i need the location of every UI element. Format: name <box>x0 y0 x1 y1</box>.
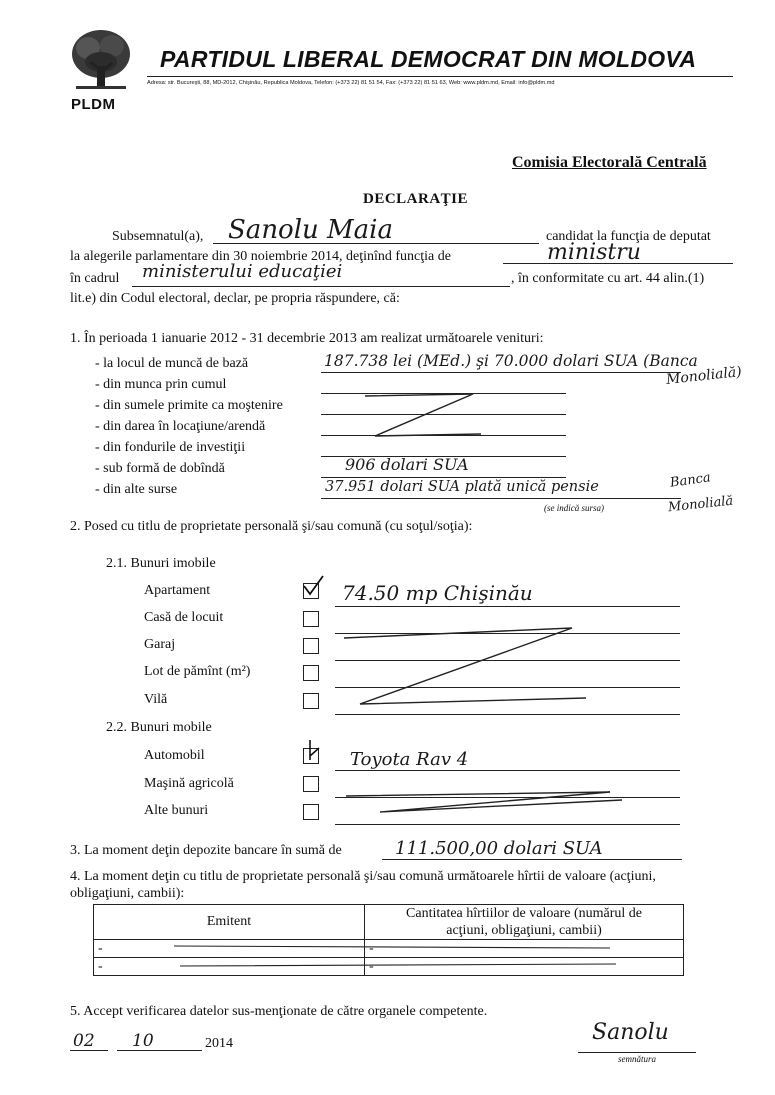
income-label: - din munca prin cumul <box>95 377 227 392</box>
immovable-heading: 2.1. Bunuri imobile <box>106 556 216 571</box>
strike-out-mark <box>340 780 630 820</box>
income-label: - din alte surse <box>95 482 178 497</box>
property-label: Lot de pămînt (m²) <box>144 664 251 679</box>
intro-line3b: , în conformitate cu art. 44 alin.(1) <box>511 271 705 286</box>
income-interest: 906 dolari SUA <box>345 455 469 474</box>
property-label: Apartament <box>144 583 211 598</box>
strike-out-mark <box>170 942 620 972</box>
signature: Sanolu <box>592 1020 669 1045</box>
intro-line2a: la alegerile parlamentare din 30 noiembrie 2014, deţinînd funcţia de <box>70 249 451 264</box>
checkmark-icon <box>301 574 325 598</box>
intro-line4: lit.e) din Codul electoral, declar, pe propria răspundere, că: <box>70 291 400 306</box>
income-label: - din fondurile de investiţii <box>95 440 246 455</box>
income-other-bank: Banca <box>669 470 712 491</box>
table-cell: - <box>365 940 684 958</box>
page-title: DECLARAŢIE <box>363 191 469 207</box>
section1-heading: 1. În perioada 1 ianuarie 2012 - 31 decembrie 2013 am realizat următoarele venituri: <box>70 331 544 346</box>
col-quantity-line1: Cantitatea hîrtiilor de valoare (numărul de <box>406 906 642 921</box>
property-label: Garaj <box>144 637 176 652</box>
section4-text-2: obligaţiuni, cambii): <box>70 886 185 901</box>
logo-text: PLDM <box>71 96 116 113</box>
property-label: Vilă <box>144 692 168 707</box>
org-address: Adresa: str. Bucureşti, 88, MD-2012, Chişinău, Republica Moldova, Telefon: (+373 22) 81 51 54, Fax: (+373 22) 81 51 63, Web: www.pldm.md, Email: info@pldm.md <box>147 80 555 86</box>
org-name: PARTIDUL LIBERAL DEMOCRAT DIN MOLDOVA <box>160 46 697 72</box>
source-note: (se indică sursa) <box>544 503 604 513</box>
section2-heading: 2. Posed cu titlu de proprietate personală şi/sau comună (cu soţul/soţia): <box>70 519 473 534</box>
section3-text: 3. La moment deţin depozite bancare în sumă de <box>70 843 342 858</box>
strike-out-mark <box>340 620 590 712</box>
declarant-institution: ministerului educaţiei <box>142 261 343 282</box>
declarant-name: Sanolu Maia <box>228 215 393 245</box>
garage-checkbox[interactable] <box>303 638 319 654</box>
recipient: Comisia Electorală Centrală <box>512 154 707 171</box>
strike-out-mark <box>355 384 485 448</box>
date-year: 2014 <box>205 1036 233 1051</box>
declarant-function: ministru <box>547 240 641 265</box>
income-main-job: 187.738 lei (MEd.) şi 70.000 dolari SUA (Banca <box>324 352 698 370</box>
bank-deposit-amount: 111.500,00 dolari SUA <box>395 838 603 859</box>
section4-text-1: 4. La moment deţin cu titlu de proprietate personală şi/sau comună următoarele hîrtii de valoare (acţiuni, <box>70 869 656 884</box>
movable-heading: 2.2. Bunuri mobile <box>106 720 212 735</box>
col-quantity-header <box>365 905 684 940</box>
date-day: 02 <box>73 1031 95 1051</box>
house-checkbox[interactable] <box>303 611 319 627</box>
farm-machine-checkbox[interactable] <box>303 776 319 792</box>
car-value: Toyota Rav 4 <box>350 749 469 770</box>
income-other-bank-cont: Monolială <box>667 493 734 516</box>
col-quantity-line2: acţiuni, obligaţiuni, cambii) <box>446 923 602 938</box>
apartment-value: 74.50 mp Chişinău <box>342 581 533 605</box>
other-goods-checkbox[interactable] <box>303 804 319 820</box>
income-label: - sub formă de dobîndă <box>95 461 225 476</box>
income-label: - la locul de muncă de bază <box>95 356 249 371</box>
intro-line1a: Subsemnatul(a), <box>112 229 204 244</box>
property-label: Automobil <box>144 748 205 763</box>
checkmark-icon <box>303 738 323 764</box>
section5-text: 5. Accept verificarea datelor sus-menţionate de către organele competente. <box>70 1004 488 1019</box>
tree-logo-icon <box>68 26 134 96</box>
table-cell: - <box>365 958 684 976</box>
table-cell: - <box>94 958 365 976</box>
income-main-job-cont: Monolială) <box>665 364 743 388</box>
income-other: 37.951 dolari SUA plată unică pensie <box>325 479 599 495</box>
date-month: 10 <box>132 1031 154 1051</box>
income-label: - din darea în locaţiune/arendă <box>95 419 266 434</box>
income-label: - din sumele primite ca moştenire <box>95 398 283 413</box>
table-cell: - <box>94 940 365 958</box>
property-label: Casă de locuit <box>144 610 224 625</box>
property-label: Maşină agricolă <box>144 776 234 791</box>
col-issuer-header: Emitent <box>94 905 365 940</box>
land-checkbox[interactable] <box>303 665 319 681</box>
property-label: Alte bunuri <box>144 803 209 818</box>
signature-label: semnătura <box>618 1054 656 1064</box>
intro-line1b: candidat la funcţia de deputat <box>546 229 711 244</box>
villa-checkbox[interactable] <box>303 693 319 709</box>
intro-line3a: în cadrul <box>70 271 120 286</box>
